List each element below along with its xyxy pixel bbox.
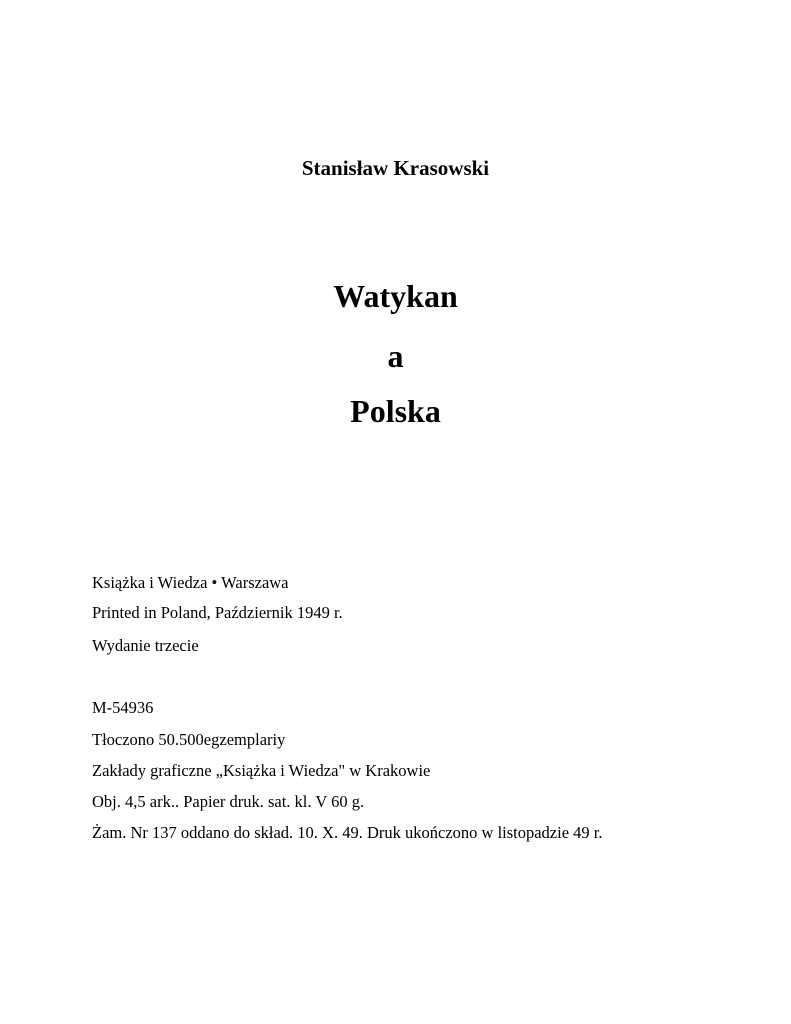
catalog-number: M-54936 (92, 698, 154, 717)
printed-line: Printed in Poland, Październik 1949 r. (92, 603, 343, 622)
printer-line: Zakłady graficzne „Książka i Wiedza" w Krakowie (92, 761, 431, 780)
publisher-line: Książka i Wiedza • Warszawa (92, 573, 289, 592)
order-line: Żam. Nr 137 oddano do skład. 10. X. 49. Druk ukończono w listopadzie 49 r. (92, 823, 603, 842)
title-line-2: a (387, 338, 404, 374)
print-run-line: Tłoczono 50.500egzemplariy (92, 730, 286, 749)
author-name: Stanisław Krasowski (301, 156, 490, 180)
specs-line: Obj. 4,5 ark.. Papier druk. sat. kl. V 60 g. (92, 792, 365, 811)
title-line-3: Polska (350, 393, 441, 429)
edition-line: Wydanie trzecie (92, 636, 199, 655)
title-line-1: Watykan (333, 278, 458, 314)
